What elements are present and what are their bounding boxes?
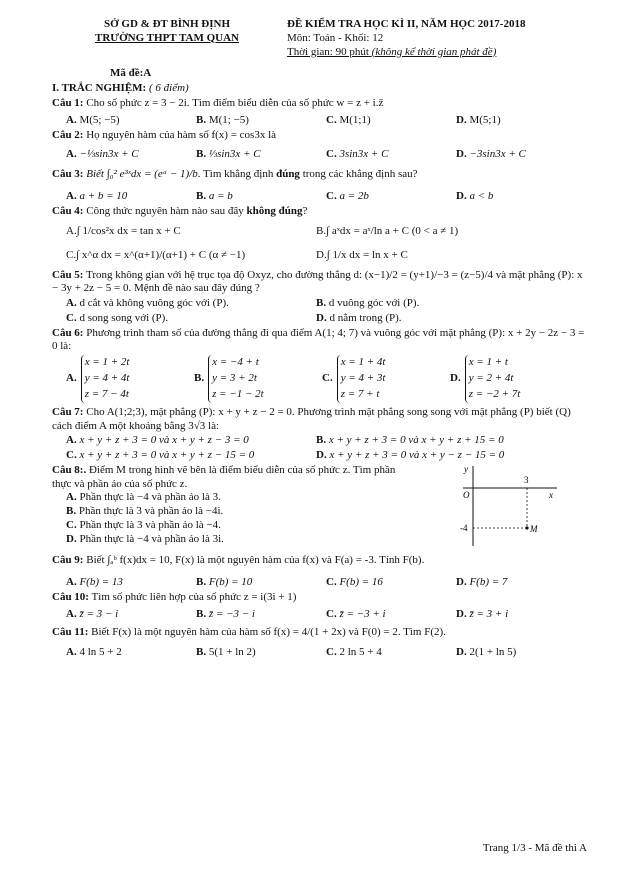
complex-plane-svg: [459, 464, 559, 548]
section-title: [52, 82, 587, 96]
question-text: Công thức nguyên hàm nào sau đây: [86, 205, 247, 218]
options: [66, 297, 587, 326]
time: Thời gian: 90 phút: [287, 45, 369, 58]
question-text: Điểm M trong hình vẽ bên là điểm biểu diễn của số phức z. Tìm phần thực và phần ảo của số phức z.: [52, 463, 396, 490]
question-label: Câu 3:: [52, 167, 84, 180]
question-text-end: trong các khẳng định sau?: [299, 167, 418, 180]
option-a[interactable]: A. 4 ln 5 + 2: [66, 645, 122, 658]
options: [66, 646, 587, 660]
options: [66, 576, 587, 590]
option-c[interactable]: C. Phần thực là 3 và phần ảo là −4.: [66, 518, 221, 531]
question-text: Họ nguyên hàm của hàm số f(x) = cos3x là: [86, 129, 277, 142]
options: [66, 225, 587, 263]
exam-header: [52, 18, 587, 59]
option-a[interactable]: A. M(5; −5): [66, 113, 120, 126]
option-d[interactable]: D. F(b) = 7: [456, 575, 508, 588]
option-d[interactable]: D.∫ 1/x dx = ln x + C: [316, 248, 408, 261]
option-d[interactable]: D. 2(1 + ln 5): [456, 645, 517, 658]
section-note: ( 6 điểm): [148, 82, 189, 94]
question-label: Câu 7:: [52, 405, 84, 418]
question-1: [52, 97, 587, 128]
time-note: (không kể thời gian phát đề): [371, 45, 497, 58]
question-label: Câu 4:: [52, 205, 84, 218]
option-b[interactable]: B. a = b: [196, 189, 233, 202]
option-b[interactable]: B. Phần thực là 3 và phần ảo là −4i.: [66, 505, 224, 518]
option-b[interactable]: B. ⅓sin3x + C: [196, 148, 261, 160]
options: [66, 148, 587, 162]
question-7: [52, 406, 587, 463]
question-text: Biết ∫ₐᵇ f(x)dx = 10, F(x) là một nguyên hàm của f(x) và F(a) = -3. Tính F(b).: [86, 553, 425, 566]
exam-info: [287, 18, 587, 59]
complex-plane-figure: [459, 464, 559, 548]
option-b[interactable]: B. d vuông góc với (P).: [316, 297, 420, 309]
option-a[interactable]: A. x + y + z + 3 = 0 và x + y + z − 3 = 0: [66, 434, 249, 447]
option-a[interactable]: A. −⅓sin3x + C: [66, 148, 139, 160]
point-m-label: M: [530, 523, 538, 534]
question-10: [52, 591, 587, 622]
question-label: Câu 11:: [52, 625, 89, 638]
question-3: [52, 168, 587, 204]
question-label: Câu 8:.: [52, 463, 87, 476]
time-line: [287, 46, 587, 60]
subject: Môn: Toán - Khối: 12: [287, 31, 384, 44]
option-b[interactable]: B. F(b) = 10: [196, 575, 253, 588]
question-5: [52, 269, 587, 326]
question-text: Trong không gian với hệ trục tọa độ Oxyz, cho đường thẳng d: (x−1)/2 = (y+1)/−3 = (z−5)/4 và mặt phẳng (P): x − 3y + 2z − 5 = 0. Mệnh đề nào sau đây đúng ?: [52, 268, 583, 295]
option-c[interactable]: C. F(b) = 16: [326, 575, 383, 588]
options: [66, 608, 587, 622]
question-text: Tìm số phức liên hợp của số phức z = i(3i + 1): [91, 591, 297, 604]
option-c[interactable]: C. a = 2b: [326, 189, 369, 202]
option-d[interactable]: D. a < b: [456, 189, 494, 202]
x-label: x: [549, 489, 553, 500]
question-4: Câu 4: Công thức nguyên hàm nào sau đây không đúng? A.∫ 1/cos²x dx = tan x + C B.∫ aˣdx = aˣ/ln a + C (0 < a ≠ 1) C.∫ x^α dx = x^(α+1)/(α+1) + C (α ≠ −1) D.∫ 1/x dx = ln x + C: [52, 205, 587, 262]
department: SỞ GD & ĐT BÌNH ĐỊNH: [103, 18, 230, 30]
option-b[interactable]: B. x + y + z + 3 = 0 và x + y + z + 15 = 0: [316, 434, 504, 447]
option-c[interactable]: C.∫ x^α dx = x^(α+1)/(α+1) + C (α ≠ −1): [66, 248, 246, 261]
question-label: Câu 2:: [52, 129, 84, 142]
question-label: Câu 1:: [52, 96, 84, 109]
school-info: [52, 18, 282, 59]
question-emphasis: không đúng: [246, 205, 303, 218]
school-name: TRƯỜNG THPT TAM QUAN: [95, 31, 239, 44]
option-a[interactable]: A. Phần thực là −4 và phần ảo là 3.: [66, 491, 221, 504]
option-c[interactable]: C. x = 1 + 4t y = 4 + 3t z = 7 + t: [322, 355, 450, 403]
question-text: . Tìm khẳng định: [197, 167, 277, 180]
option-a[interactable]: A. a + b = 10: [66, 189, 128, 202]
tick-minus4-label: -4: [460, 522, 468, 533]
question-label: Câu 9:: [52, 553, 84, 566]
question-text: Cho A(1;2;3), mặt phẳng (P): x + y + z − 2 = 0. Phương trình mặt phẳng song song với mặt phẳng (P) biết (Q) cách điểm A một khoảng bằng 3√3 là:: [52, 405, 571, 432]
option-d[interactable]: D. −3sin3x + C: [456, 148, 526, 160]
question-2: [52, 129, 587, 162]
option-c[interactable]: C. x + y + z + 3 = 0 và x + y + z − 15 = 0: [66, 449, 255, 462]
question-text: Phương trình tham số của đường thẳng đi qua điểm A(1; 4; 7) và vuông góc với mặt phẳng (P): x + 2y − 2z − 3 = 0 là:: [52, 326, 585, 353]
options: [66, 355, 587, 403]
option-b[interactable]: B. M(1; −5): [196, 113, 249, 126]
option-c[interactable]: C. d song song với (P).: [66, 311, 169, 324]
option-a[interactable]: A. F(b) = 13: [66, 575, 123, 588]
point-m: [525, 526, 528, 529]
origin-label: O: [463, 489, 470, 500]
option-b[interactable]: B.∫ aˣdx = aˣ/ln a + C (0 < a ≠ 1): [316, 225, 459, 237]
question-emphasis: đúng: [276, 167, 300, 180]
exam-code: Mã đề:A: [110, 67, 152, 80]
option-c[interactable]: C. 2 ln 5 + 4: [326, 645, 382, 658]
option-c[interactable]: C. z̄ = −3 + i: [326, 608, 386, 621]
tick-3-label: 3: [524, 474, 529, 485]
exam-title: ĐỀ KIỂM TRA HỌC KÌ II, NĂM HỌC 2017-2018: [287, 18, 526, 30]
option-c[interactable]: C. 3sin3x + C: [326, 148, 389, 160]
option-d[interactable]: D. x + y + z + 3 = 0 và x + y − z − 15 = 0: [316, 449, 505, 462]
options: [66, 190, 587, 204]
option-a[interactable]: A. d cắt và không vuông góc với (P).: [66, 297, 229, 309]
question-text: Cho số phức z = 3 − 2i. Tìm điểm biểu diễn của số phức w = z + i.z̄: [86, 96, 384, 109]
question-label: Câu 10:: [52, 591, 89, 604]
y-label: y: [464, 463, 468, 474]
question-11: [52, 626, 587, 660]
question-label: Câu 6:: [52, 326, 84, 339]
option-d[interactable]: D. Phần thực là −4 và phần ảo là 3i.: [66, 532, 224, 545]
option-d[interactable]: D. z̄ = 3 + i: [456, 608, 509, 621]
option-b[interactable]: B. x = −4 + t y = 3 + 2t z = −1 − 2t: [194, 355, 322, 403]
question-text: Biết F(x) là một nguyên hàm của hàm số f(x) = 4/(1 + 2x) và F(0) = 2. Tìm F(2).: [91, 625, 446, 638]
option-c[interactable]: C. M(1;1): [326, 113, 371, 126]
option-b[interactable]: B. 5(1 + ln 2): [196, 645, 256, 658]
option-a[interactable]: A. z̄ = 3 − i: [66, 608, 119, 621]
options: [66, 114, 587, 128]
page-footer: Trang 1/3 - Mã đề thi A: [482, 842, 587, 854]
option-a[interactable]: A.∫ 1/cos²x dx = tan x + C: [66, 225, 181, 237]
option-a[interactable]: A. x = 1 + 2t y = 4 + 4t z = 7 − 4t: [66, 355, 194, 403]
question-9: [52, 554, 587, 590]
option-d[interactable]: D. M(5;1): [456, 113, 501, 126]
option-d[interactable]: D. d nằm trong (P).: [316, 311, 402, 324]
option-d[interactable]: D. x = 1 + t y = 2 + 4t z = −2 + 7t: [450, 355, 578, 403]
question-label: Câu 5:: [52, 268, 84, 281]
question-6: [52, 327, 587, 403]
options: [66, 434, 587, 463]
question-formula: Biết ∫₀² e³ˣdx = (eᵃ − 1)/b: [86, 167, 198, 180]
option-b[interactable]: B. z̄ = −3 − i: [196, 608, 255, 621]
section-label: I. TRẮC NGHIỆM:: [52, 82, 147, 94]
question-8: [52, 464, 587, 548]
